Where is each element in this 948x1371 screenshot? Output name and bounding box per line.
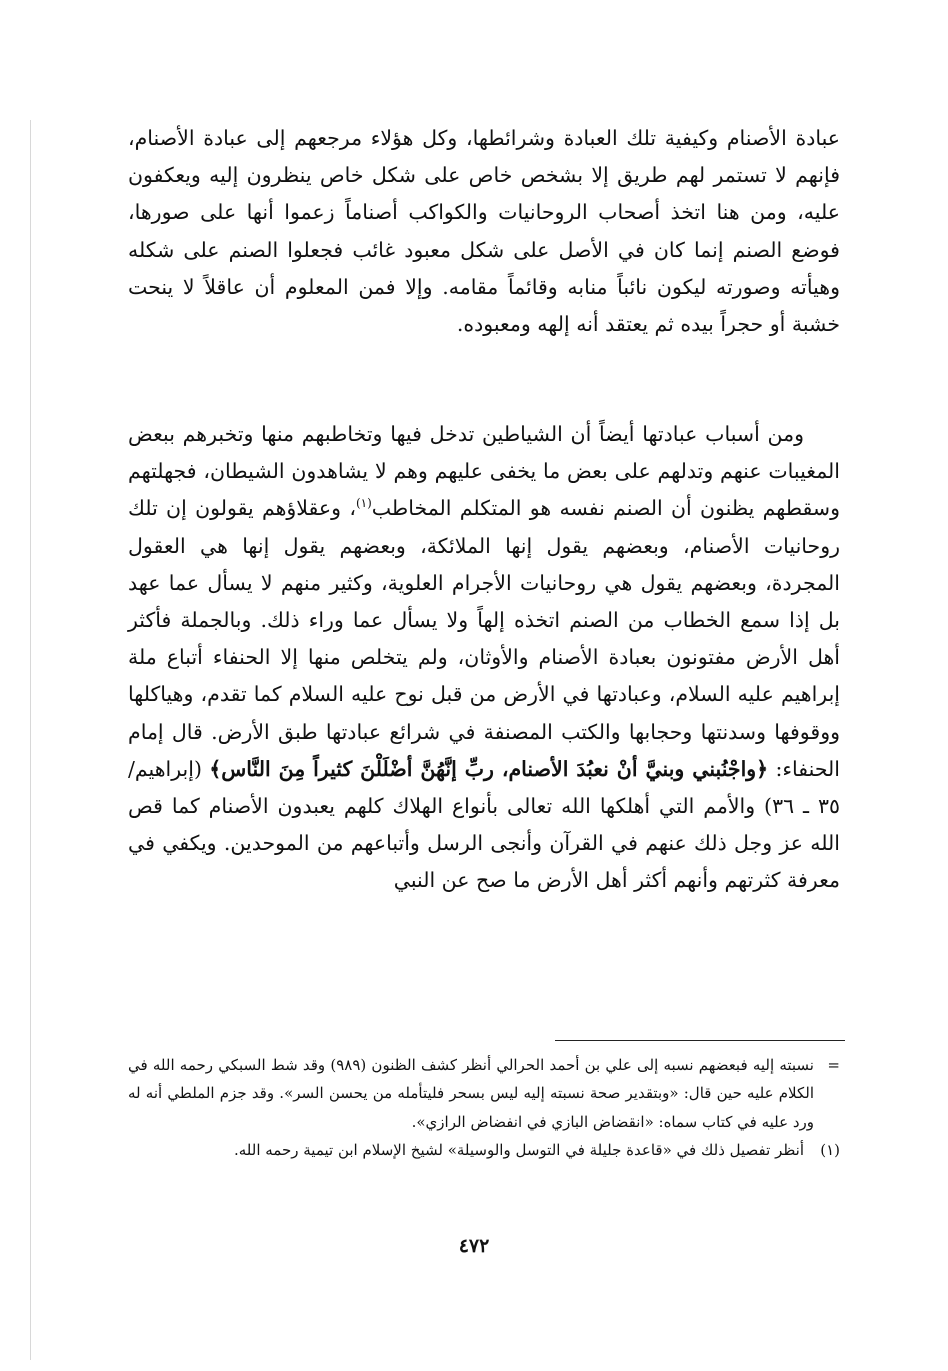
footnote-separator xyxy=(555,1040,845,1041)
page-edge-line xyxy=(30,120,31,1360)
paragraph-2-text-a: ومن أسباب عبادتها أيضاً أن الشياطين تدخل فيها وتخاطبهم منها وتخبرهم ببعض المغيبات عنهم وتدلهم على بعض ما يخفى عليهم وهم لا يشاهدون الشيطان، فجهلتهم وسقطهم يظنون أن الصنم نفسه هو المتكلم المخاطب xyxy=(128,422,840,521)
paragraph-2 xyxy=(128,416,840,900)
page-number: ٤٧٢ xyxy=(458,1235,490,1257)
quran-verse: ﴿واجْنُبني وبنيَّ أنْ نعبُدَ الأصنام، ربِّ إنَّهُنَّ أضْلَلْنَ كثيراً مِنَ النَّاس﴾ xyxy=(209,756,769,781)
footnote-reference-1: (١) xyxy=(355,496,372,511)
paragraph-1: عبادة الأصنام وكيفية تلك العبادة وشرائطها، وكل هؤلاء مرجعهم إلى عبادة الأصنام، فإنهم لا تستمر لهم طريق إلا بشخص خاص على شكل خاص ينظرون إليه ويعكفون عليه، ومن هنا اتخذ أصحاب الروحانيات والكواكب أصناماً زعموا أنها على صورها، فوضع الصنم إنما كان في الأصل على شكل معبود غائب فجعلوا الصنم على شكله وهيأته وصورته ليكون نائباً منابه وقائماً مقامه. وإلا فمن المعلوم أن عاقلاً لا ينحت خشبة أو حجراً بيده ثم يعتقد أنه إلهه ومعبوده. xyxy=(128,126,840,337)
footnote-continued xyxy=(128,1051,840,1136)
footnote-continued-mark: = xyxy=(827,1056,840,1074)
paragraph-2-text-b: ، وعقلاؤهم يقولون إن تلك روحانيات الأصنام، وبعضهم يقول إنها الملائكة، وبعضهم يقول إنها هي العقول المجردة، وبعضهم يقول هي روحانيات الأجرام العلوية، وكثير منهم لا يسأل عما عهد بل إذا سمع الخطاب من الصنم اتخذه إلهاً ولا يسأل عما وراء ذلك. وبالجملة فأكثر أهل الأرض مفتونون بعبادة الأصنام والأوثان، ولم يتخلص منها إلا الحنفاء أتباع ملة إبراهيم عليه السلام، وعبادتها في الأرض من قبل نوح عليه السلام كما تقدم، وهياكلها ووقوفها وسدنتها وحجابها والكتب المصنفة في شرائع عبادتها طبق الأرض. قال إمام الحنفاء: xyxy=(128,496,840,781)
footnote-1 xyxy=(128,1136,840,1164)
footnote-1-text: أنظر تفصيل ذلك في «قاعدة جليلة في التوسل والوسيلة» لشيخ الإسلام ابن تيمية رحمه الله. xyxy=(233,1141,804,1160)
footnote-continued-text: نسبته إليه فبعضهم نسبه إلى علي بن أحمد الحرالي أنظر كشف الظنون (٩٨٩) وقد شط السبكي رحمه الله في الكلام عليه حين قال: «وبتقدير صحة نسبته إليه ليس بسحر فليتأمله من يحسن السر». وقد جزم الملطي أنه له ورد عليه في كتاب سماه: «انقضاض البازي في انفضاض الرازي». xyxy=(128,1056,814,1131)
paragraph-2-text-c: (إبراهيم/٣٥ ـ ٣٦) والأمم التي أهلكها الله تعالى بأنواع الهلاك كلهم يعبدون الأصنام كما قص الله عز وجل ذلك عنهم في القرآن وأنجى الرسل وأتباعهم من الموحدين. ويكفي في معرفة كثرتهم وأنهم أكثر أهل الأرض ما صح عن النبي xyxy=(128,756,840,893)
footnotes xyxy=(128,1051,840,1165)
footnote-1-number: (١) xyxy=(820,1141,840,1160)
